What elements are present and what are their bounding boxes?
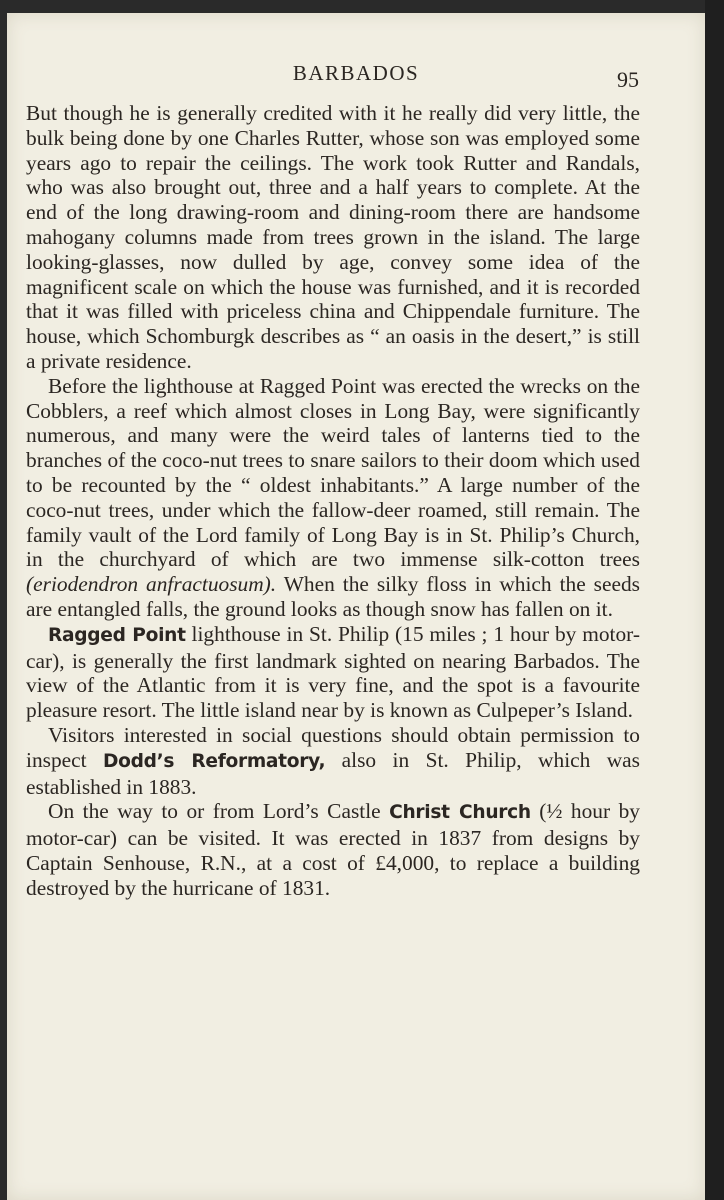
paragraph-3-text: lighthouse in St. Philip (15 miles ; 1 hour by motor-car), is generally the first landmark sighted on nearing Barbados. The view of the Atlantic from it is very fine, and the spot is a favourite pleasure resort. The little island near by is known as Culpeper’s Island. <box>26 621 640 723</box>
paragraph-5 <box>26 799 640 900</box>
paragraph-5-text-b: (½ hour by motor-car) can be visited. It was erected in 1837 from designs by Captain Senhouse, R.N., at a cost of £4,000, to replace a building destroyed by the hurricane of 1831. <box>26 799 640 900</box>
paragraph-4-text-b: also in St. Philip, which was established in 1883. <box>26 747 640 799</box>
paragraph-4-text-a: Visitors interested in social questions should obtain permission to inspect <box>26 722 640 772</box>
botanical-name: (eriodendron anfractuosum). <box>26 572 277 597</box>
paragraph-2-text-b: When the silky floss in which the seeds are entangled falls, the ground looks as though snow has fallen on it. <box>26 572 640 621</box>
paragraph-4 <box>26 723 640 799</box>
book-page <box>7 13 705 1200</box>
body-text <box>26 101 640 901</box>
paragraph-2-text-a: Before the lighthouse at Ragged Point was erected the wrecks on the Cobblers, a reef which almost closes in Long Bay, were significantly numerous, and many were the weird tales of lanterns tied to the branches of the coco-nut trees to snare sailors to their doom which used to be recounted by the “ oldest inhabitants.” A large number of the coco-nut trees, under which the fallow-deer roamed, still remain. The family vault of the Lord family of Long Bay is in St. Philip’s Church, in the churchyard of which are two immense silk-cotton trees <box>26 373 640 572</box>
paragraph-1 <box>26 101 640 374</box>
page-header <box>7 61 705 93</box>
paragraph-1-text: But though he is generally credited with it he really did very little, the bulk being done by one Charles Rutter, whose son was employed some years ago to repair the ceilings. The work took Rutter and Randals, who was also brought out, three and a half years to complete. At the end of the long drawing-room and dining-room there are handsome mahogany columns made from trees grown in the island. The large looking-glasses, now dulled by age, convey some idea of the magnificent scale on which the house was furnished, and it is recorded that it was filled with priceless china and Chippendale furniture. The house, which Schomburgk describes as “ an oasis in the desert,” is still a private residence. <box>26 101 640 373</box>
paragraph-5-text-a: On the way to or from Lord’s Castle <box>48 799 390 824</box>
christ-church-heading: Christ Church <box>389 802 531 824</box>
page-number: 95 <box>617 67 639 92</box>
running-title: BARBADOS <box>292 61 420 85</box>
page-edge-shadow <box>705 0 724 1200</box>
ragged-point-heading: Ragged Point <box>48 624 186 646</box>
dodds-reformatory-heading: Dodd’s Reformatory, <box>103 750 326 772</box>
paragraph-3 <box>26 622 640 723</box>
paragraph-2 <box>26 374 640 622</box>
